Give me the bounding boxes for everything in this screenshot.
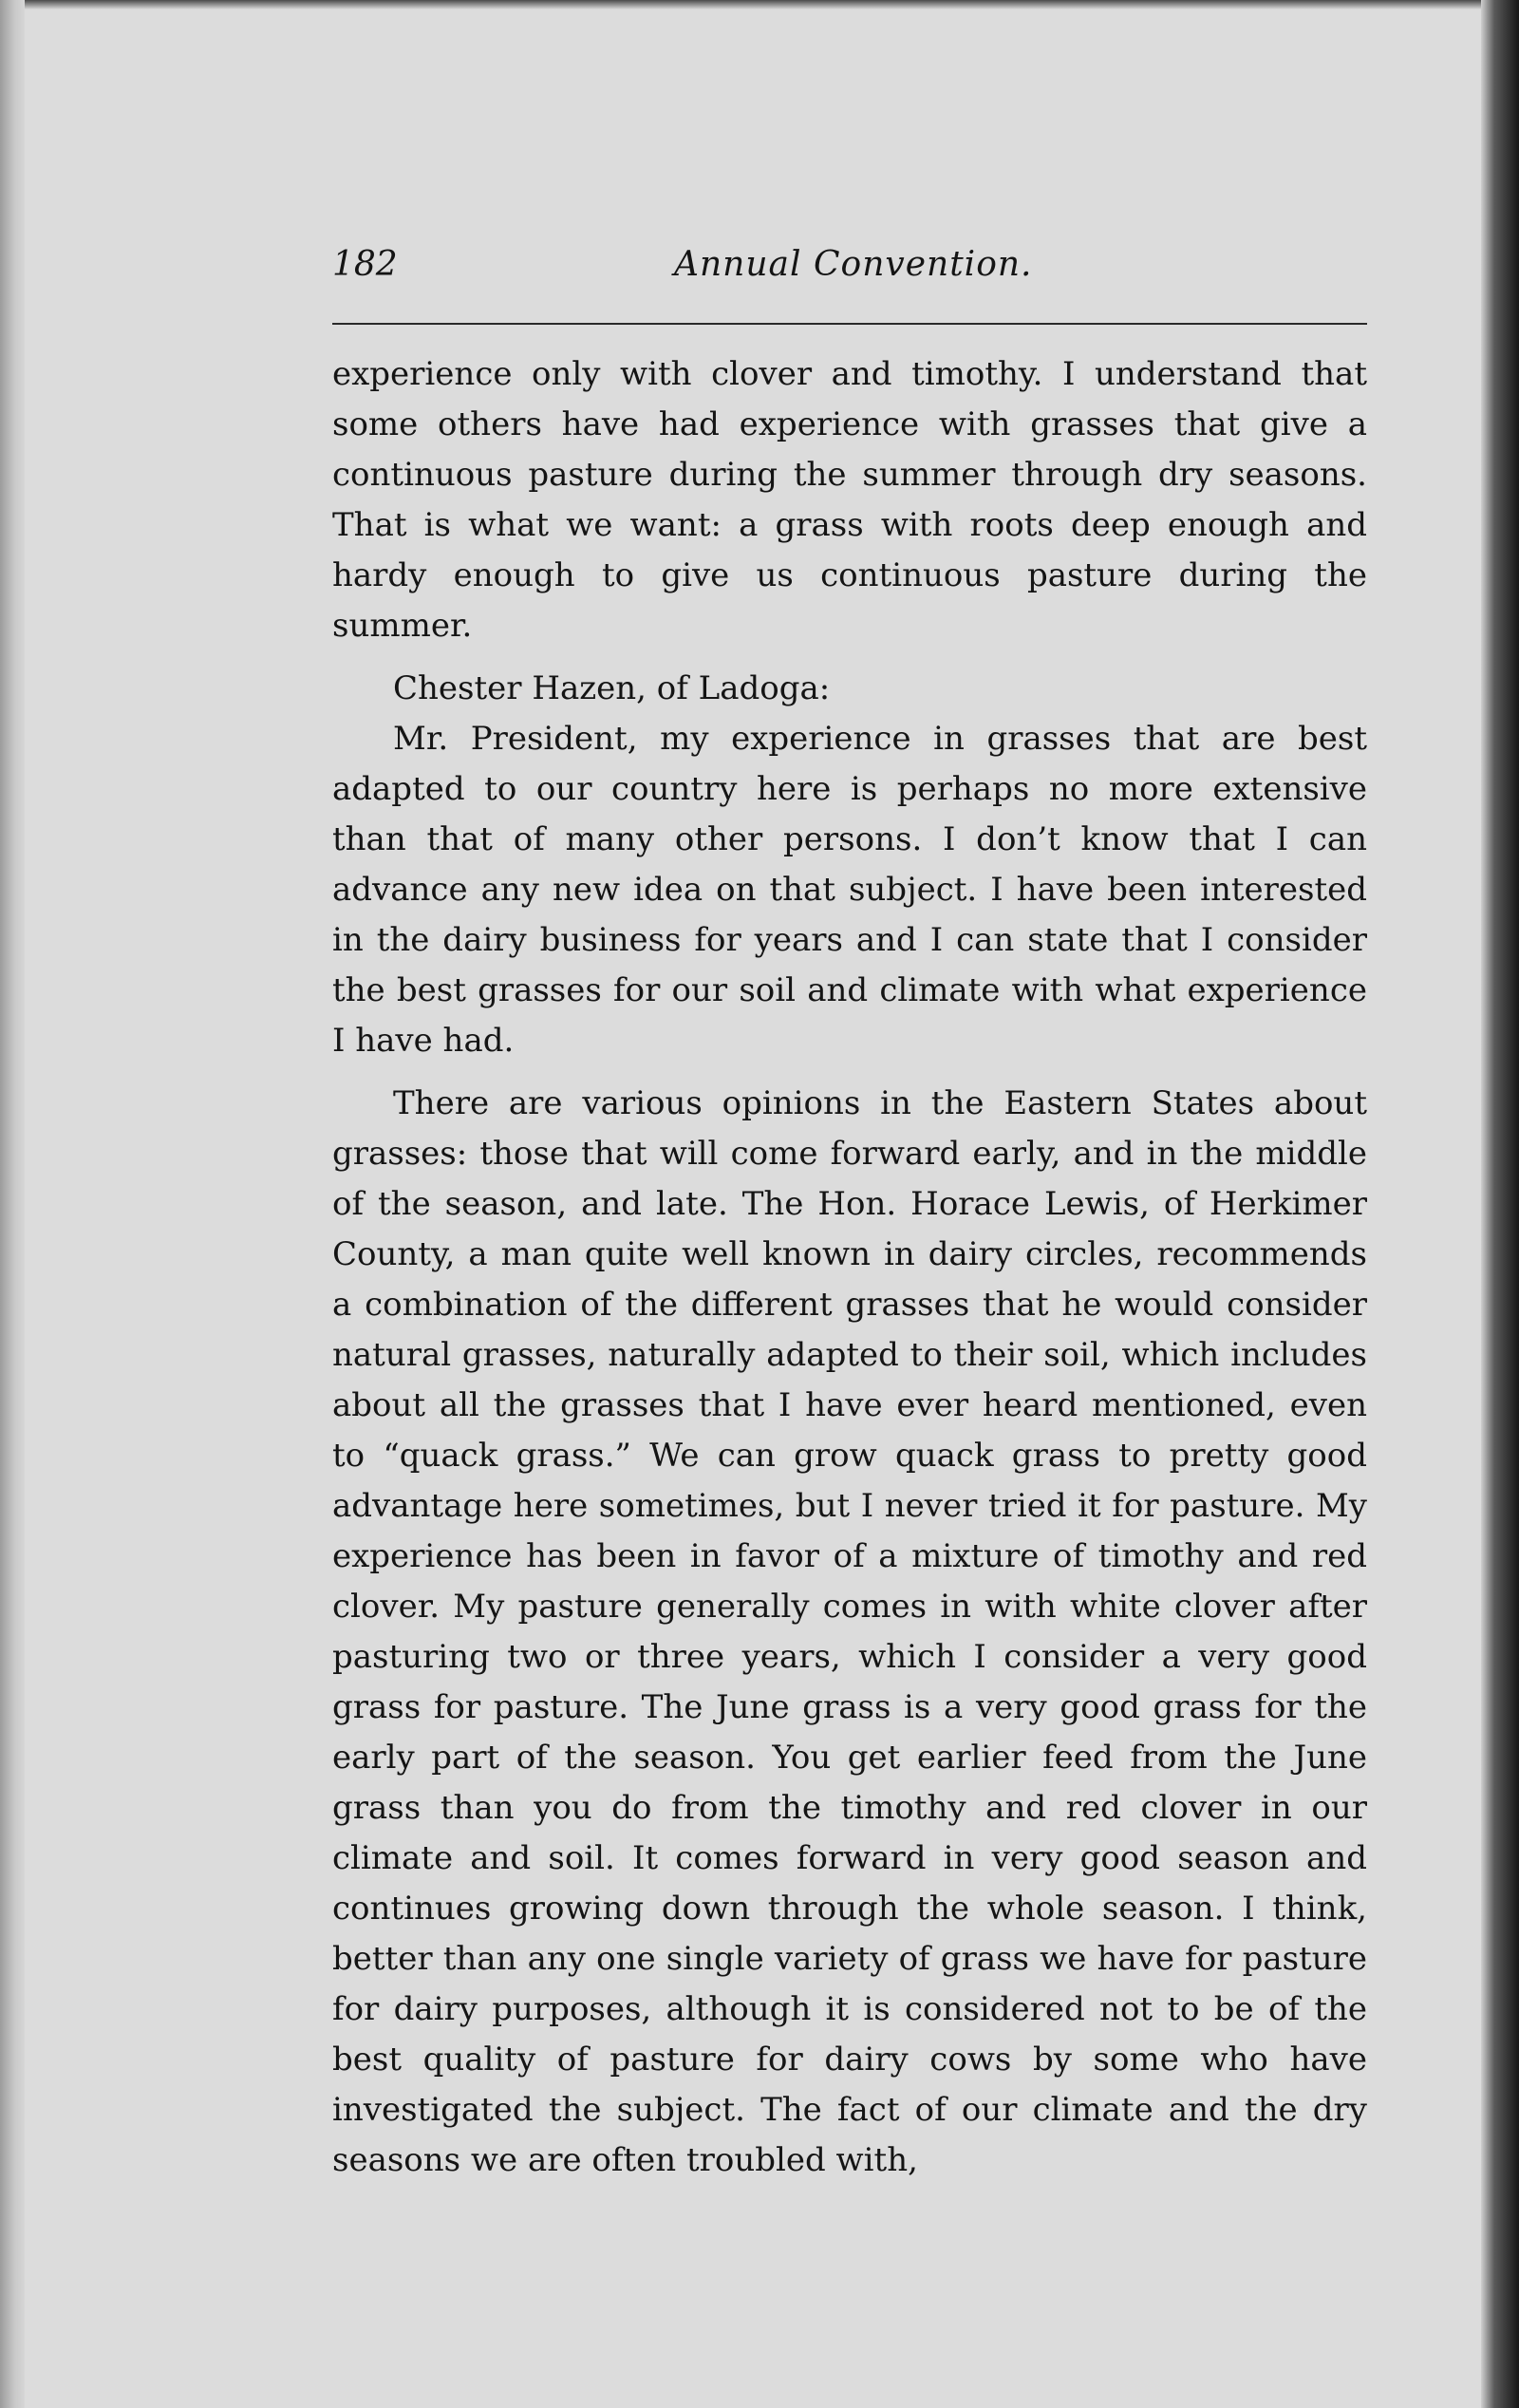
running-head xyxy=(332,245,1367,292)
paragraph: There are various opinions in the Eastern States about grasses: those that will come forward early, and in the middle of the season, and late. The Hon. Horace Lewis, of Herkimer County, a man quite well known in dairy circles, recommends a combination of the different grasses that he would consider natural grasses, naturally adapted to their soil, which includes about all the grasses that I have ever heard mentioned, even to “quack grass.” We can grow quack grass to pretty good advantage here sometimes, but I never tried it for pasture. My experience has been in favor of a mixture of timothy and red clover. My pasture generally comes in with white clover after pasturing two or three years, which I consider a very good grass for pasture. The June grass is a very good grass for the early part of the season. You get earlier feed from the June grass than you do from the timothy and red clover in our climate and soil. It comes forward in very good season and continues growing down through the whole season. I think, better than any one single variety of grass we have for pasture for dairy purposes, although it is considered not to be of the best quality of pasture for dairy cows by some who have investigated the subject. The fact of our climate and the dry seasons we are often troubled with, xyxy=(332,1084,1367,2179)
binding-gutter xyxy=(0,0,25,2408)
page-number: 182 xyxy=(332,245,398,284)
body-text xyxy=(332,349,1367,2186)
paragraph-continued: experience only with clover and timothy. I understand that some others have had experience with grasses that give a continuous pasture during the summer through dry seasons. That is what we want: a grass with roots deep enough and hardy enough to give us continuous pasture during the summer. xyxy=(332,355,1367,645)
speaker-attribution: Chester Hazen, of Ladoga: xyxy=(393,669,831,707)
page-edge-shadow xyxy=(1481,0,1519,2408)
header-rule xyxy=(332,323,1367,325)
paragraph: Mr. President, my experience in grasses that are best adapted to our country here is perhaps no more extensive than that of many other persons. I don’t know that I can advance any new idea on that subject. I have been interested in the dairy business for years and I can state that I consider the best grasses for our soil and climate with what experience I have had. xyxy=(332,720,1367,1060)
running-title: Annual Convention. xyxy=(674,245,1033,284)
top-edge-shadow xyxy=(0,0,1519,9)
